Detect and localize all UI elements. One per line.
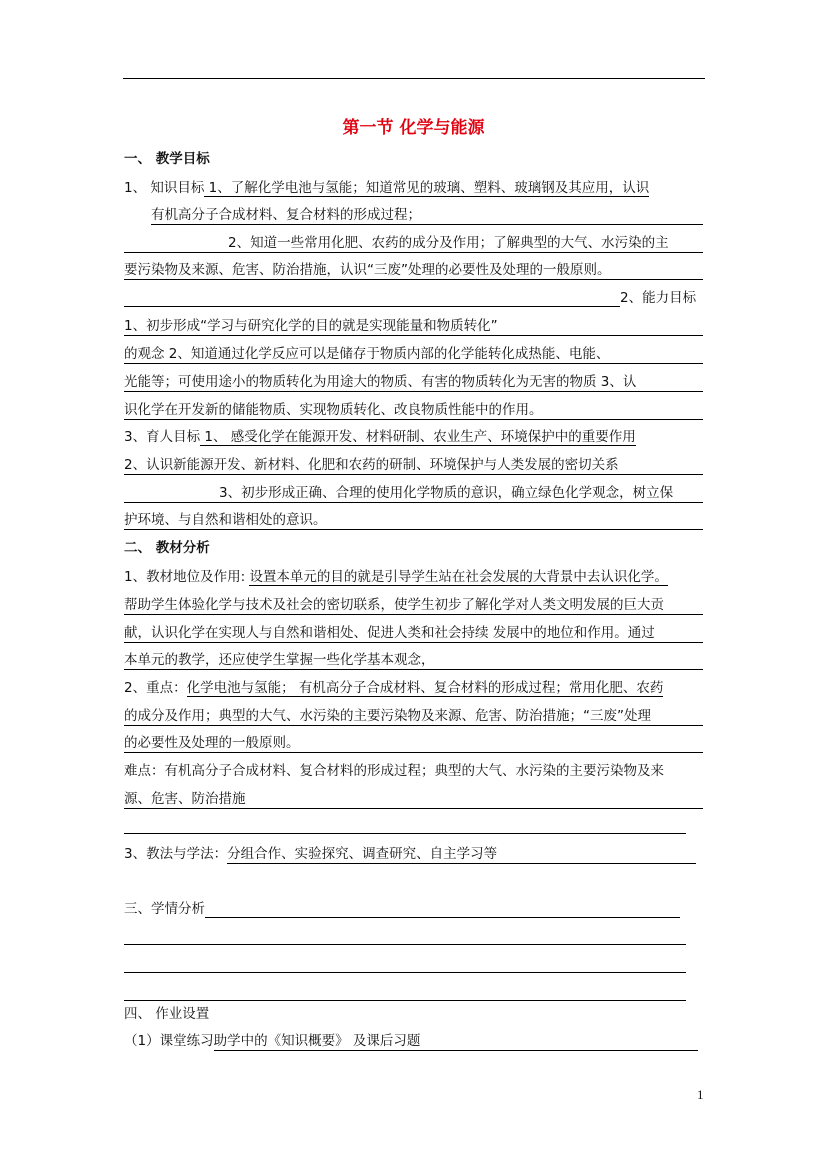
- ability-goal-label: 2、能力目标: [620, 290, 697, 306]
- moral-goal-line-1: [124, 429, 636, 446]
- header-rule: [123, 78, 705, 79]
- moral-goal-line-4: 护环境、与自然和谐相处的意识。: [124, 512, 703, 530]
- key-points-text: 化学电池与氢能； 有机高分子合成材料、复合材料的形成过程；常用化肥、农药: [186, 680, 664, 696]
- knowledge-goal-line-4: 要污染物及来源、危害、防治措施，认识“三废”处理的必要性及处理的一般原则。: [124, 262, 703, 280]
- ability-goal-line-2: 的观念 2、知道通过化学反应可以是储存于物质内部的化学能转化成热能、电能、: [124, 346, 703, 364]
- knowledge-goal-text: 1、了解化学电池与氢能；知道常见的玻璃、塑料、玻璃钢及其应用，认识: [204, 180, 650, 196]
- page-number: 1: [697, 1087, 704, 1102]
- blank-line: [124, 833, 686, 834]
- section-heading-objectives: 一、 教学目标: [124, 151, 210, 167]
- difficulty-line-2: 源、危害、防治措施: [124, 791, 703, 809]
- textbook-role-line-3: 献，认识化学在实现人与自然和谐相处、促进人类和社会持续 发展中的地位和作用。通过: [124, 625, 703, 643]
- moral-goal-line-2: 2、认识新能源开发、新材料、化肥和农药的研制、环境保护与人类发展的密切关系: [124, 457, 703, 475]
- moral-goal-line-3: 3、初步形成正确、合理的使用化学物质的意识，确立绿色化学观念，树立保: [124, 485, 703, 503]
- knowledge-goal-line-1: [124, 180, 649, 197]
- blank-line: [124, 944, 686, 945]
- methods-text: 分组合作、实验探究、调查研究、自主学习等: [227, 846, 696, 864]
- homework-text: 助学中的《知识概要》 及课后习题: [214, 1033, 698, 1051]
- blank-underline: [124, 292, 620, 307]
- knowledge-goal-line-2: 有机高分子合成材料、复合材料的形成过程；: [151, 207, 703, 225]
- blank-underline: [205, 902, 680, 918]
- methods-label: 3、教法与学法：: [124, 846, 228, 862]
- ability-goal-line-1: 1、初步形成“学习与研究化学的目的就是实现能量和物质转化”: [124, 318, 703, 336]
- blank-line: [124, 972, 686, 973]
- textbook-role-text: 设置本单元的目的就是引导学生站在社会发展的大背景中去认识化学。: [249, 569, 668, 585]
- textbook-role-label: 1、教材地位及作用:: [124, 569, 250, 585]
- homework-line: [124, 1033, 698, 1051]
- blank-line: [124, 1000, 686, 1001]
- textbook-role-line-2: 帮助学生体验化学与技术及社会的密切联系，使学生初步了解化学对人类文明发展的巨大贡: [124, 597, 703, 615]
- knowledge-goal-label: 1、 知识目标: [124, 180, 205, 196]
- section-heading-homework: 四、 作业设置: [124, 1006, 210, 1022]
- ability-goal-line-3: 光能等；可使用途小的物质转化为用途大的物质、有害的物质转化为无害的物质 3、认: [124, 374, 703, 392]
- textbook-role-line-1: [124, 569, 668, 586]
- key-points-line-3: 的必要性及处理的一般原则。: [124, 735, 703, 753]
- textbook-role-line-4: 本单元的教学，还应使学生掌握一些化学基本观念，: [124, 652, 703, 670]
- students-label: 三、学情分析: [124, 901, 205, 917]
- key-points-line-1: [124, 680, 663, 697]
- section-heading-textbook: 二、 教材分析: [124, 540, 210, 556]
- knowledge-goal-line-3: 2、知道一些常用化肥、农药的成分及作用；了解典型的大气、水污染的主: [124, 235, 703, 253]
- ability-goal-line: [124, 290, 703, 307]
- moral-goal-text: 1、 感受化学在能源开发、材料研制、农业生产、环境保护中的重要作用: [200, 429, 636, 445]
- homework-label: （1）课堂练习: [124, 1033, 214, 1049]
- key-points-line-2: 的成分及作用；典型的大气、水污染的主要污染物及来源、危害、防治措施；“三废”处理: [124, 708, 703, 726]
- difficulty-line-1: 难点：有机高分子合成材料、复合材料的形成过程；典型的大气、水污染的主要污染物及来: [124, 763, 664, 779]
- moral-goal-label: 3、育人目标: [124, 429, 201, 445]
- page-title: 第一节 化学与能源: [342, 118, 485, 138]
- section-heading-students: [124, 901, 680, 918]
- ability-goal-line-4: 识化学在开发新的储能物质、实现物质转化、改良物质性能中的作用。: [124, 402, 703, 420]
- methods-line: [124, 846, 696, 864]
- key-points-label: 2、重点：: [124, 680, 187, 696]
